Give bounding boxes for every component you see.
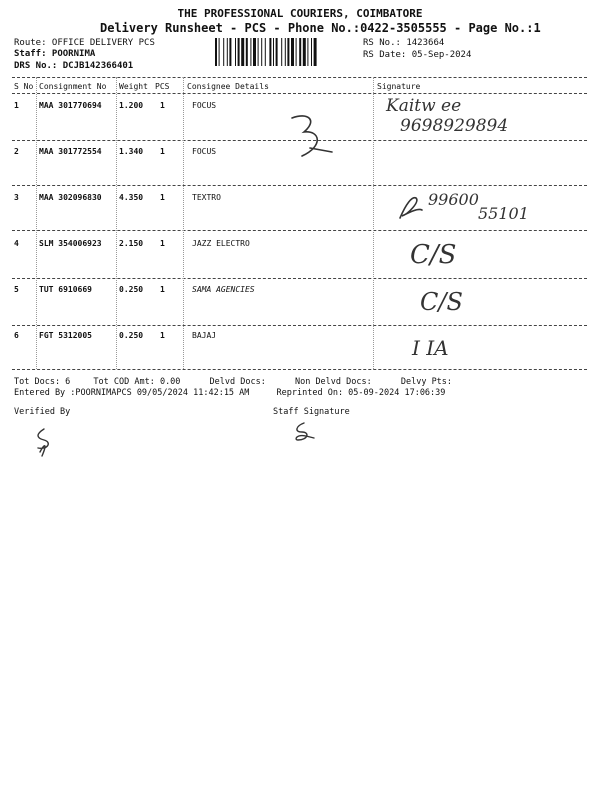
totals-line xyxy=(14,377,452,387)
barcode-bar xyxy=(303,38,306,66)
barcode-bar xyxy=(223,38,224,66)
column-divider xyxy=(183,77,184,369)
barcode-bar xyxy=(281,38,282,66)
company-name: THE PROFESSIONAL COURIERS, COIMBATORE xyxy=(177,7,423,20)
barcode-bar xyxy=(307,38,308,66)
column-divider xyxy=(373,77,374,369)
column-header-consignee: Consignee Details xyxy=(187,82,269,91)
barcode-bar xyxy=(229,38,231,66)
row-weight: 4.350 xyxy=(119,193,144,202)
verifier-signature-scribble xyxy=(30,426,56,458)
row-pcs: 1 xyxy=(160,285,165,294)
column-header-weight: Weight xyxy=(119,82,148,91)
barcode-bar xyxy=(296,38,297,66)
row-sno: 4 xyxy=(14,239,19,248)
row-weight: 2.150 xyxy=(119,239,144,248)
row-consignee: BAJAJ xyxy=(192,331,217,340)
column-header-signature: Signature xyxy=(377,82,421,91)
total-cod-amount: Tot COD Amt: 0.00 xyxy=(93,377,181,387)
row-sno: 3 xyxy=(14,193,19,202)
table-header-rule xyxy=(12,93,587,94)
row-pcs: 1 xyxy=(160,147,165,156)
drs-number: DRS No.: DCJB142366401 xyxy=(14,61,134,71)
barcode-bar xyxy=(291,38,294,66)
handwritten-cs-mark: C/S xyxy=(420,288,463,316)
row-consignment-no: TUT 6910669 xyxy=(39,285,92,294)
column-header-consignment: Consignment No xyxy=(39,82,107,91)
row-rule xyxy=(12,325,587,326)
row-consignee: FOCUS xyxy=(192,101,217,110)
barcode-bar xyxy=(258,38,259,66)
column-divider xyxy=(36,77,37,369)
row-rule xyxy=(12,278,587,279)
row-rule xyxy=(12,185,587,186)
staff-signature-label: Staff Signature xyxy=(273,407,350,417)
barcode-bar xyxy=(250,38,251,66)
staff-signature-scribble xyxy=(288,420,318,444)
runsheet-subtitle: Delivery Runsheet - PCS - Phone No.:0422-3505555 - Page No.:1 xyxy=(100,21,541,35)
row-pcs: 1 xyxy=(160,331,165,340)
row-sno: 6 xyxy=(14,331,19,340)
barcode-bar xyxy=(299,38,301,66)
entry-line xyxy=(14,388,445,398)
barcode-bar xyxy=(241,38,244,66)
barcode-bar xyxy=(265,38,266,66)
row-consignee: JAZZ ELECTRO xyxy=(192,239,250,248)
row-consignee: TEXTRO xyxy=(192,193,221,202)
delivery-points: Delvy Pts: xyxy=(400,377,453,387)
barcode-bar xyxy=(215,38,217,66)
row-pcs: 1 xyxy=(160,101,165,110)
row-sno: 5 xyxy=(14,285,19,294)
staff-label: Staff: POORNIMA xyxy=(14,49,96,59)
barcode-bar xyxy=(261,38,262,66)
row-consignee: FOCUS xyxy=(192,147,217,156)
barcode-bar xyxy=(246,38,248,66)
row-consignment-no: SLM 354006923 xyxy=(39,239,102,248)
row-weight: 1.340 xyxy=(119,147,144,156)
verified-by-label: Verified By xyxy=(14,407,71,417)
row-pcs: 1 xyxy=(160,193,165,202)
barcode-image xyxy=(215,38,357,66)
row-consignment-no: MAA 301772554 xyxy=(39,147,102,156)
handwritten-mark: I IA xyxy=(412,336,449,360)
row-consignment-no: FGT 5312005 xyxy=(39,331,92,340)
entered-by: Entered By :POORNIMAPCS 09/05/2024 11:42:15 AM xyxy=(14,388,250,398)
row-weight: 0.250 xyxy=(119,285,144,294)
barcode-bar xyxy=(253,38,256,66)
row-pcs: 1 xyxy=(160,239,165,248)
barcode-bar xyxy=(235,38,236,66)
barcode-bar xyxy=(287,38,289,66)
rs-number: RS No.: 1423664 xyxy=(363,38,445,48)
handwritten-signature-scribble xyxy=(396,192,426,222)
table-bottom-rule xyxy=(12,369,587,370)
barcode-bar xyxy=(314,38,317,66)
barcode-bar xyxy=(269,38,271,66)
column-divider xyxy=(116,77,117,369)
table-top-rule xyxy=(12,77,587,78)
barcode-bar xyxy=(227,38,228,66)
barcode-bar xyxy=(238,38,240,66)
row-consignment-no: MAA 301770694 xyxy=(39,101,102,110)
handwritten-phone: 9698929894 xyxy=(400,116,509,136)
barcode-bar xyxy=(276,38,278,66)
handwritten-phone: 55101 xyxy=(478,204,529,223)
row-consignment-no: MAA 302096830 xyxy=(39,193,102,202)
non-delivered-docs: Non Delvd Docs: xyxy=(294,377,372,387)
column-header-pcs: PCS xyxy=(155,82,170,91)
row-sno: 1 xyxy=(14,101,19,110)
barcode-bar xyxy=(273,38,274,66)
row-consignee: SAMA AGENCIES xyxy=(192,285,255,294)
handwritten-phone: 99600 xyxy=(428,190,479,209)
reprinted-on: Reprinted On: 05-09-2024 17:06:39 xyxy=(276,388,446,398)
row-rule xyxy=(12,230,587,231)
rs-date: RS Date: 05-Sep-2024 xyxy=(363,50,472,60)
delivered-docs: Delvd Docs: xyxy=(209,377,266,387)
barcode-bar xyxy=(311,38,312,66)
handwritten-cs-mark: C/S xyxy=(410,240,457,270)
barcode-bar xyxy=(219,38,220,66)
barcode-bar xyxy=(285,38,286,66)
handwritten-recipient-name: Kaitw ee xyxy=(386,96,462,116)
row-weight: 1.200 xyxy=(119,101,144,110)
row-weight: 0.250 xyxy=(119,331,144,340)
row-sno: 2 xyxy=(14,147,19,156)
route-label: Route: OFFICE DELIVERY PCS xyxy=(14,38,155,48)
handwritten-number-scribble xyxy=(280,110,350,165)
column-header-sno: S No xyxy=(14,82,34,91)
total-docs: Tot Docs: 6 xyxy=(14,377,71,387)
